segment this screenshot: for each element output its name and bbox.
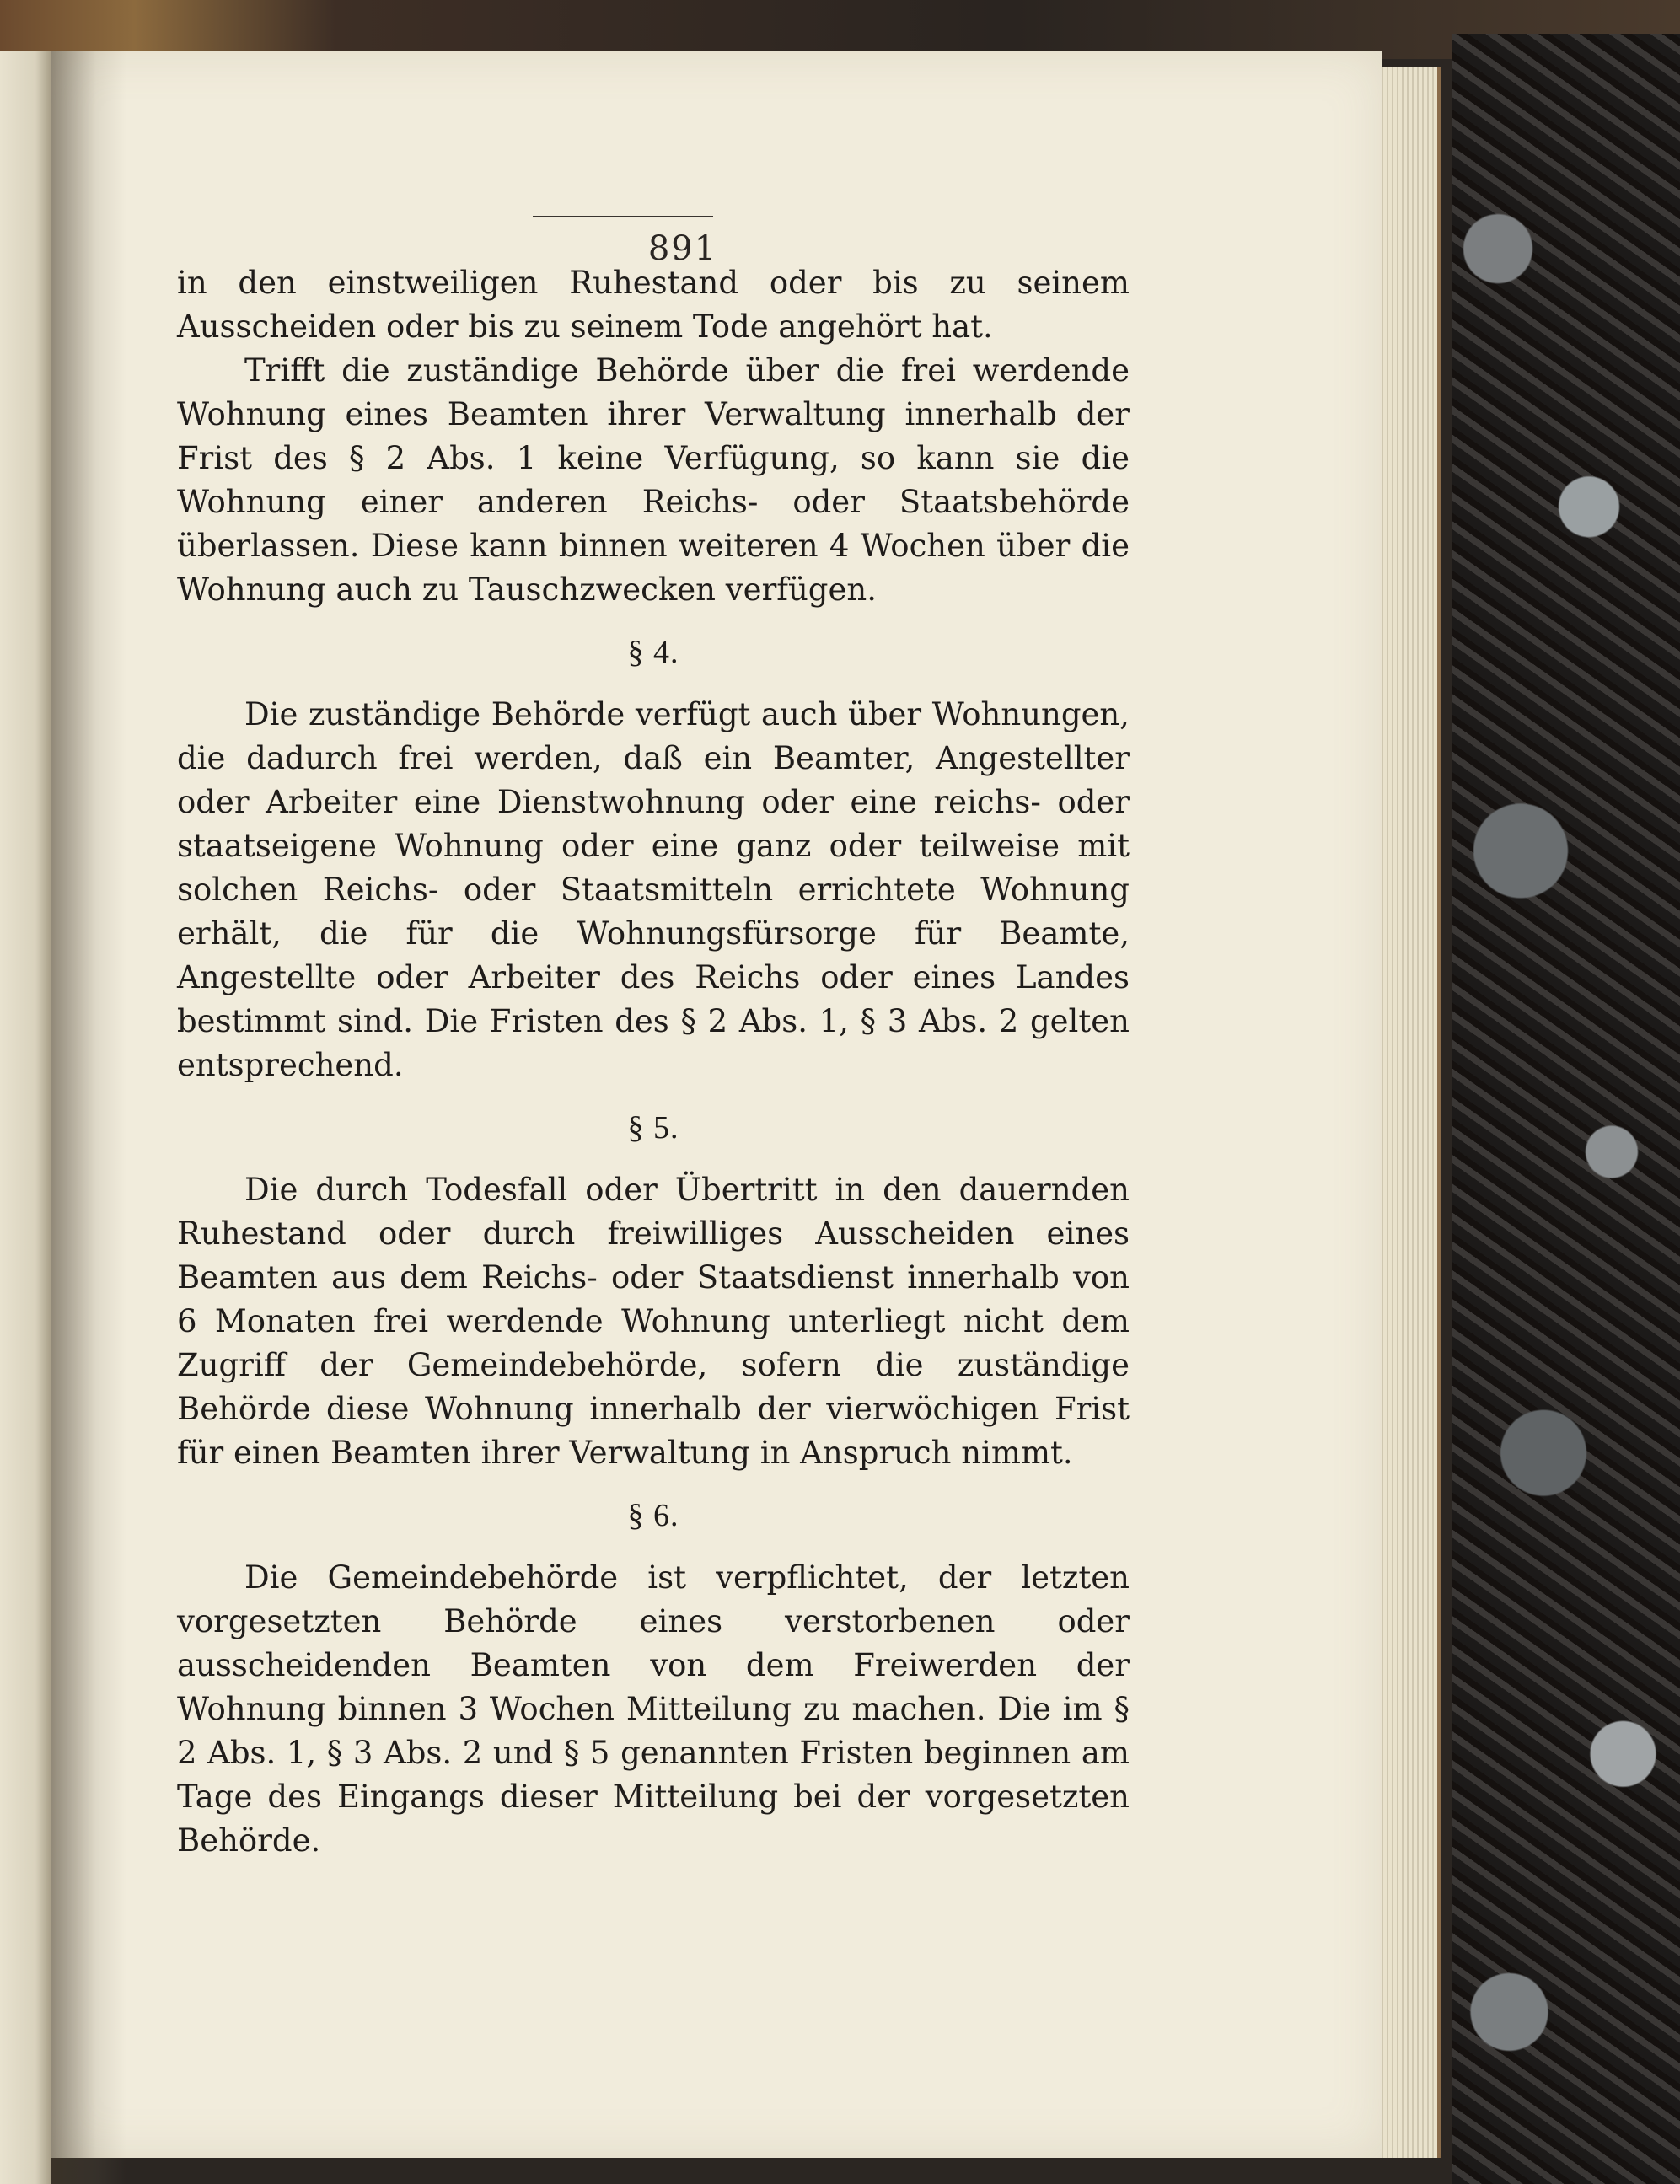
marbled-book-edge xyxy=(1452,34,1680,2184)
section-text-6: Die Gemeindebehörde ist verpflichtet, der letzten vorgesetzten Behörde eines verstorbenen oder ausscheidenden Beamten von dem Freiwerden der Wohnung binnen 3 Wochen Mitteilung zu machen. Die im § 2 Abs. 1, § 3 Abs. 2 und § 5 genannten Fristen beginnen am Tage des Eingangs dieser Mitteilung bei der vorgesetzten Behörde. xyxy=(177,1559,1130,1859)
book-page xyxy=(51,51,1382,2158)
paragraph-verfuegung: Trifft die zuständige Behörde über die frei werdende Wohnung eines Beamten ihrer Verwaltung innerhalb der Frist des § 2 Abs. 1 keine Verfügung, so kann sie die Wohnung einer anderen Reichs- oder Staatsbehörde überlassen. Diese kann binnen weiteren 4 Wochen über die Wohnung auch zu Tauschzwecken verfügen. xyxy=(177,352,1130,608)
section-heading-4: § 4. xyxy=(627,635,679,670)
section-heading-6: § 6. xyxy=(627,1498,679,1533)
header-rule xyxy=(533,216,713,217)
page-block-edge xyxy=(1378,67,1441,2158)
page-text xyxy=(177,261,1130,1863)
section-heading-5: § 5. xyxy=(627,1110,679,1146)
page-number: 891 xyxy=(647,229,718,268)
section-text-5: Die durch Todesfall oder Übertritt in den dauernden Ruhestand oder durch freiwilliges Ausscheiden eines Beamten aus dem Reichs- oder Staatsdienst innerhalb von 6 Monaten frei werdende Wohnung unterliegt nicht dem Zugriff der Gemeindebehörde, sofern die zuständige Behörde diese Wohnung innerhalb der vierwöchigen Frist für einen Beamten ihrer Verwaltung in Anspruch nimmt. xyxy=(177,1172,1130,1471)
paragraph-continuation: in den einstweiligen Ruhestand oder bis zu seinem Ausscheiden oder bis zu seinem Tode angehört hat. xyxy=(177,265,1130,345)
facing-page-edge xyxy=(0,51,51,2184)
gutter-shadow xyxy=(51,51,126,2184)
section-text-4: Die zuständige Behörde verfügt auch über Wohnungen, die dadurch frei werden, daß ein Beamter, Angestellter oder Arbeiter eine Dienstwohnung oder eine reichs- oder staatseigene Wohnung oder eine ganz oder teilweise mit solchen Reichs- oder Staatsmitteln errichtete Wohnung erhält, die für die Wohnungsfürsorge für Beamte, Angestellte oder Arbeiter des Reichs oder eines Landes bestimmt sind. Die Fristen des § 2 Abs. 1, § 3 Abs. 2 gelten entsprechend. xyxy=(177,696,1130,1083)
